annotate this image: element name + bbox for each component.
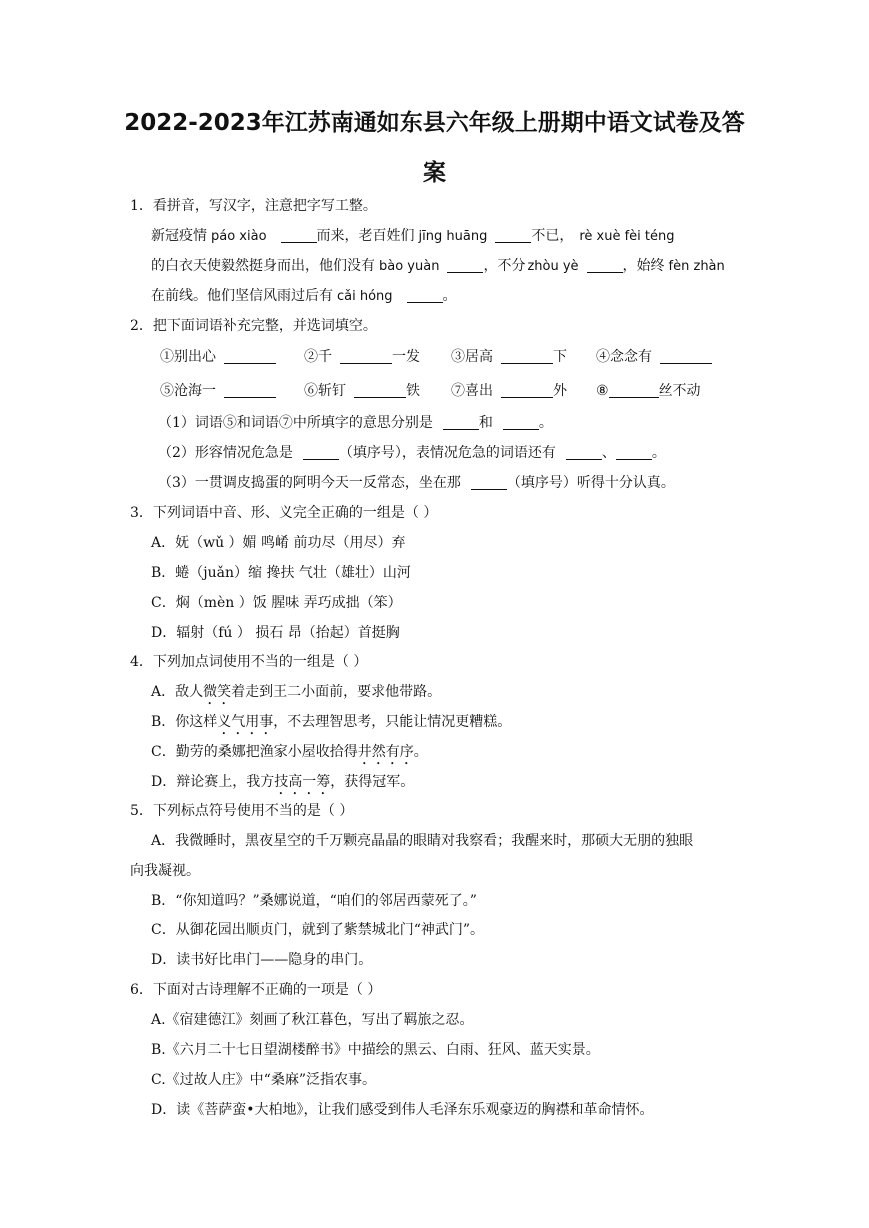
text: 新冠疫情 — [151, 228, 207, 244]
text: 铁 — [406, 383, 420, 399]
answer-blank[interactable] — [471, 475, 507, 490]
answer-blank[interactable] — [224, 349, 276, 364]
text: 下 — [553, 349, 567, 365]
idiom-item-3 — [451, 347, 567, 367]
question-5-option-b: B．“你知道吗？”桑娜说道，“咱们的邻居西蒙死了。” — [151, 893, 477, 909]
question-2-sub-2 — [158, 443, 666, 463]
question-3-option-a: A．妩（wǔ ）媚 鸣崤 前功尽（用尽）弃 — [151, 535, 406, 551]
question-5-option-a-continued: 向我凝视。 — [130, 863, 200, 879]
question-4-option-a — [151, 682, 441, 708]
text: ①别出心 — [160, 349, 216, 365]
answer-blank[interactable] — [501, 349, 553, 364]
text: 在前线。他们坚信风雨过后有 — [151, 288, 333, 304]
question-1-line-2 — [151, 256, 725, 277]
page-title-continued: 案 — [423, 160, 446, 186]
text: B．你这样 — [151, 714, 218, 730]
text: 。 — [651, 445, 666, 461]
question-6-option-a: A.《宿建德江》刻画了秋江暮色，写出了羁旅之忍。 — [151, 1012, 474, 1028]
answer-blank[interactable] — [587, 258, 623, 273]
answer-blank[interactable] — [443, 415, 479, 430]
text: 着走到王二小面前，要求他带路。 — [231, 684, 442, 700]
idiom-item-8 — [596, 381, 701, 401]
text: （填序号）听得十分认真。 — [506, 475, 675, 491]
pinyin: rè xuè fèi téng — [579, 229, 675, 244]
text: （1）词语⑤和词语⑦中所填字的意思分别是 — [158, 415, 433, 431]
question-4-option-c — [151, 742, 428, 768]
text: ⑦喜出 — [451, 383, 493, 399]
question-5-stem: 5．下列标点符号使用不当的是（ ） — [130, 803, 354, 819]
question-3-stem: 3．下列词语中音、形、义完全正确的一组是（ ） — [130, 505, 438, 521]
answer-blank[interactable] — [407, 288, 443, 303]
question-3-option-b: B．蜷（juǎn）缩 搀扶 气壮（雄壮）山河 — [151, 565, 411, 581]
text: 丝不动 — [658, 383, 701, 399]
question-4-stem: 4．下列加点词使用不当的一组是（ ） — [130, 654, 368, 670]
pinyin: bào yuàn — [379, 259, 440, 274]
answer-blank[interactable] — [340, 349, 392, 364]
idiom-item-2 — [304, 347, 420, 367]
question-6-option-c: C.《过故人庄》中“桑麻”泛指农事。 — [151, 1072, 376, 1088]
text: 一发 — [392, 349, 420, 365]
text: 外 — [553, 383, 567, 399]
answer-blank[interactable] — [224, 383, 276, 398]
text: C．勤劳的桑娜把渔家小屋收拾得 — [151, 744, 358, 760]
text: 而来，老百姓们 — [316, 228, 415, 244]
answer-blank[interactable] — [303, 445, 339, 460]
answer-blank[interactable] — [566, 445, 602, 460]
question-3-option-c: C．焖（mèn ）饭 腥味 弄巧成拙（笨） — [151, 595, 402, 611]
text: ③居高 — [451, 349, 493, 365]
answer-blank[interactable] — [354, 383, 406, 398]
question-6-option-b: B.《六月二十七日望湖楼醉书》中描绘的黑云、白雨、狂风、蓝天实景。 — [151, 1042, 600, 1058]
question-6-option-d: D．读《菩萨蛮•大柏地》，让我们感受到伟人毛泽东乐观豪迈的胸襟和革命情怀。 — [151, 1102, 654, 1118]
text: ②千 — [304, 349, 332, 365]
answer-blank[interactable] — [503, 415, 539, 430]
text: （填序号），表情况危急的词语还有 — [338, 445, 556, 461]
pinyin: cǎi hóng — [337, 289, 393, 304]
dotted-word: 技高一筹 — [274, 774, 331, 790]
question-5-option-d: D．读书好比串门——隐身的串门。 — [151, 952, 373, 968]
question-1-stem: 1．看拼音，写汉字，注意把字写工整。 — [130, 198, 377, 214]
dotted-word: 义气用事 — [217, 714, 274, 730]
text: 。 — [442, 288, 457, 304]
text: 。 — [538, 415, 553, 431]
dotted-word: 井然有序 — [357, 744, 414, 760]
answer-blank[interactable] — [609, 383, 659, 398]
pinyin: jīng huāng — [418, 229, 488, 244]
question-2-sub-1 — [158, 413, 553, 433]
answer-blank[interactable] — [495, 228, 531, 243]
text: A．敌人 — [151, 684, 204, 700]
question-5-option-a: A．我微睡时，黑夜星空的千万颗亮晶晶的眼睛对我察看；我醒来时，那硕大无朋的独眼 — [151, 833, 694, 849]
text: （3）一贯调皮捣蛋的阿明今天一反常态，坐在那 — [158, 475, 461, 491]
question-6-stem: 6．下面对古诗理解不正确的一项是（ ） — [130, 982, 382, 998]
question-5-option-c: C．从御花园出顺贞门，就到了紫禁城北门“神武门”。 — [151, 922, 485, 938]
text: ，不去理智思考，只能让情况更糟糕。 — [273, 714, 512, 730]
answer-blank[interactable] — [616, 445, 652, 460]
text: ，始终 — [622, 258, 665, 274]
text: D．辩论赛上，我方 — [151, 774, 275, 790]
question-1-line-3 — [151, 286, 457, 307]
idiom-item-7 — [451, 381, 567, 401]
pinyin: páo xiào — [211, 229, 267, 244]
idiom-item-4 — [596, 347, 712, 367]
pinyin: zhòu yè — [527, 259, 579, 274]
dotted-word: 微笑 — [203, 684, 232, 700]
text: ⑥斩钉 — [304, 383, 346, 399]
text: ，获得冠军。 — [330, 774, 415, 790]
page-title: 2022-2023年江苏南通如东县六年级上册期中语文试卷及答 — [124, 110, 745, 136]
text: ，不分 — [483, 258, 526, 274]
text: 。 — [413, 744, 428, 760]
idiom-item-1 — [160, 347, 276, 367]
text: 的白衣天使毅然挺身而出，他们没有 — [151, 258, 375, 274]
question-2-sub-3 — [158, 473, 675, 493]
answer-blank[interactable] — [447, 258, 483, 273]
text: 不已， — [531, 228, 574, 244]
question-4-option-b — [151, 712, 511, 738]
text: 和 — [478, 415, 493, 431]
text: ④念念有 — [596, 349, 652, 365]
answer-blank[interactable] — [501, 383, 553, 398]
question-4-option-d — [151, 772, 414, 798]
text: ⑤沧海一 — [160, 383, 216, 399]
question-2-stem: 2．把下面词语补充完整，并选词填空。 — [130, 318, 377, 334]
idiom-item-6 — [304, 381, 420, 401]
pinyin: fèn zhàn — [668, 259, 725, 274]
text: （2）形容情况危急是 — [158, 445, 293, 461]
answer-blank[interactable] — [660, 349, 712, 364]
text: 、 — [601, 445, 616, 461]
text: ⑧ — [596, 383, 609, 399]
answer-blank[interactable] — [281, 228, 317, 243]
idiom-item-5 — [160, 381, 276, 401]
question-1-line-1 — [151, 226, 675, 247]
question-3-option-d: D．辐射（fú ） 损石 昂（抬起）首挺胸 — [151, 625, 400, 641]
